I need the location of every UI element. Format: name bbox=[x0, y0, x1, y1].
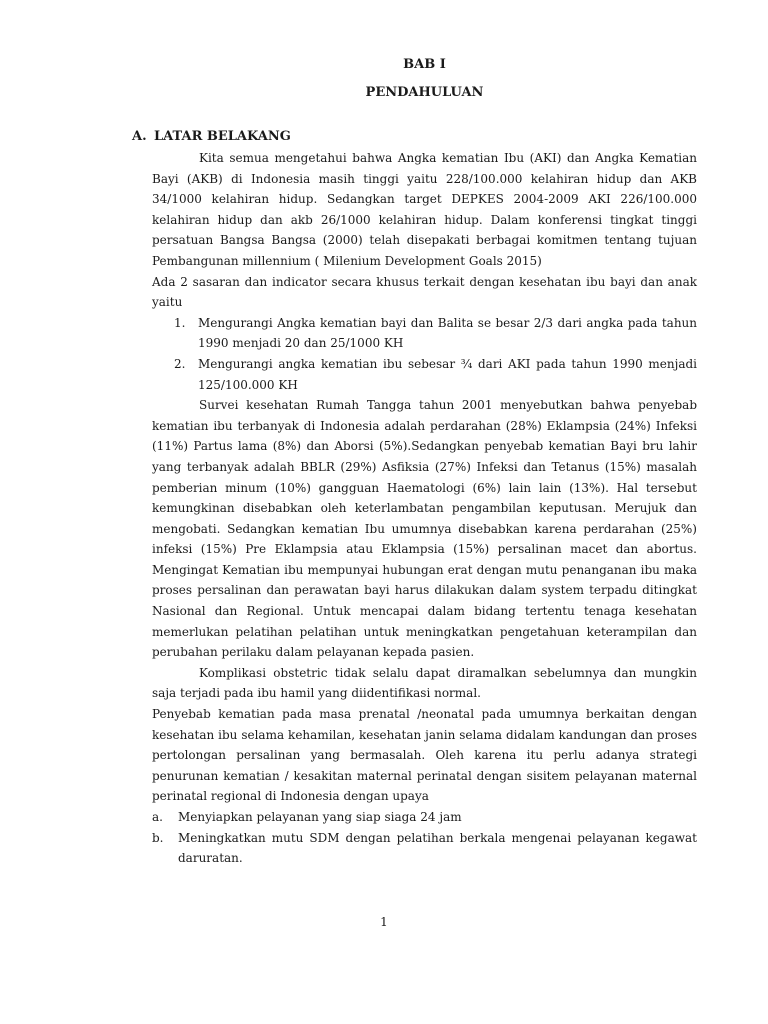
list-item-text: Menyiapkan pelayanan yang siap siaga 24 jam bbox=[178, 810, 462, 824]
section-label: A. bbox=[132, 129, 147, 144]
list-item-letter: a. bbox=[152, 810, 163, 824]
paragraph-targets: Ada 2 sasaran dan indicator secara khusus terkait dengan kesehatan ibu bayi dan anak yaitu bbox=[152, 274, 697, 310]
list-item-number: 1. bbox=[174, 315, 186, 330]
list-item-letter: b. bbox=[152, 830, 164, 845]
numbered-list bbox=[152, 313, 697, 395]
page-number: 1 bbox=[380, 915, 388, 929]
chapter-title: PENDAHULUAN bbox=[365, 85, 484, 100]
list-item-text: Meningkatkan mutu SDM dengan pelatihan berkala mengenai pelayanan kegawat daruratan. bbox=[178, 830, 697, 866]
list-item bbox=[152, 354, 697, 395]
list-item bbox=[152, 807, 697, 828]
paragraph-complications: Komplikasi obstetric tidak selalu dapat diramalkan sebelumnya dan mungkin saja terjadi pada ibu hamil yang diidentifikasi normal. bbox=[152, 665, 697, 701]
list-item-number: 2. bbox=[174, 356, 186, 371]
paragraph-causes: Penyebab kematian pada masa prenatal /neonatal pada umumnya berkaitan dengan kesehatan ibu selama kehamilan, kesehatan janin selama didalam kandungan dan proses pertolongan persalinan yang bermasalah. Oleh karena itu perlu adanya strategi penurunan kematian / kesakitan maternal perinatal dengan sisitem pelayanan maternal perinatal regional di Indonesia dengan upaya bbox=[152, 707, 697, 804]
paragraph-intro: Kita semua mengetahui bahwa Angka kematian Ibu (AKI) dan Angka Kematian Bayi (AKB) di Indonesia masih tinggi yaitu 228/100.000 kelahiran hidup dan AKB 34/1000 kelahiran hidup. Sedangkan target DEPKES 2004-2009 AKI 226/100.000 kelahiran hidup dan akb 26/1000 kelahiran hidup. Dalam konferensi tingkat tinggi persatuan Bangsa Bangsa (2000) telah disepakati berbagai komitmen tentang tujuan Pembangunan millennium ( Milenium Development Goals 2015) bbox=[152, 151, 697, 268]
list-item-text: Mengurangi angka kematian ibu sebesar ¾ dari AKI pada tahun 1990 menjadi 125/100.000 KH bbox=[198, 356, 697, 392]
page-content bbox=[132, 54, 697, 869]
list-item bbox=[152, 828, 697, 869]
section-title: LATAR BELAKANG bbox=[154, 129, 291, 144]
section-heading bbox=[132, 126, 697, 148]
list-item-text: Mengurangi Angka kematian bayi dan Balita se besar 2/3 dari angka pada tahun 1990 menjadi 20 dan 25/1000 KH bbox=[198, 315, 697, 351]
paragraph-survey: Survei kesehatan Rumah Tangga tahun 2001 menyebutkan bahwa penyebab kematian ibu terbanyak di Indonesia adalah perdarahan (28%) Eklampsia (24%) Infeksi (11%) Partus lama (8%) dan Aborsi (5%).Sedangkan penyebab kematian Bayi bru lahir yang terbanyak adalah BBLR (29%) Asfiksia (27%) Infeksi dan Tetanus (15%) masalah pemberian minum (10%) gangguan Haematologi (6%) lain lain (13%). Hal tersebut kemungkinan disebabkan oleh keterlambatan pengambilan keputusan. Merujuk dan mengobati. Sedangkan kematian Ibu umumnya disebabkan karena perdarahan (25%) infeksi (15%) Pre Eklampsia atau Eklampsia (15%) persalinan macet dan abortus. Mengingat Kematian ibu mempunyai hubungan erat dengan mutu penanganan ibu maka proses persalinan dan perawatan bayi harus dilakukan dalam system terpadu ditingkat Nasional dan Regional. Untuk mencapai dalam bidang tertentu tenaga kesehatan memerlukan pelatihan pelatihan untuk meningkatkan pengetahuan keterampilan dan perubahan perilaku dalam pelayanan kepada pasien. bbox=[152, 398, 697, 660]
chapter-number: BAB I bbox=[403, 57, 446, 72]
lettered-list bbox=[152, 807, 697, 869]
list-item bbox=[152, 313, 697, 354]
